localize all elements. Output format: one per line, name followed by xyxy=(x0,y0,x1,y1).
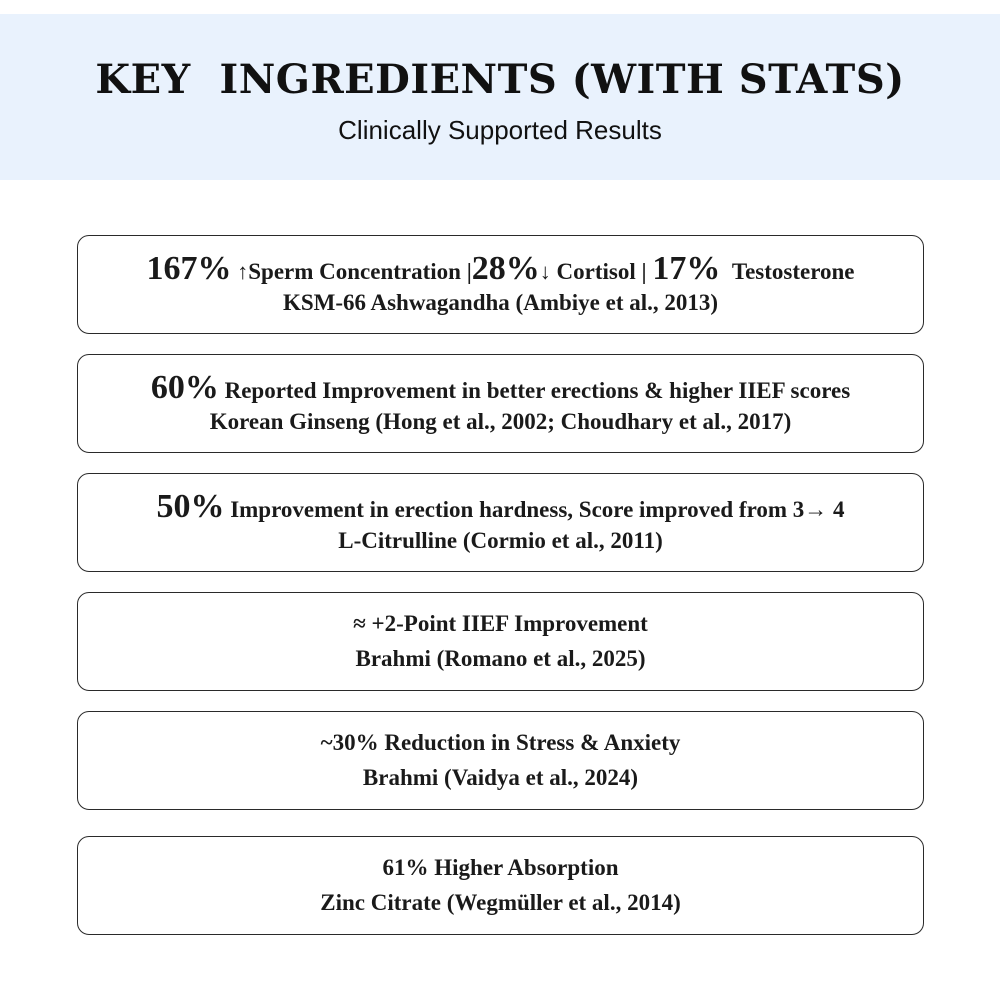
stat-label: Testosterone xyxy=(731,259,855,284)
page-subtitle: Clinically Supported Results xyxy=(338,115,662,145)
stat-value: 17% xyxy=(652,250,721,287)
ingredient-card-brahmi-iief xyxy=(77,592,924,691)
separator: | xyxy=(641,259,647,284)
stat-value: 60% xyxy=(150,369,219,406)
stat-label: Sperm Concentration xyxy=(248,259,461,284)
card-stat-line: 61% Higher Absorption xyxy=(382,855,619,880)
card-source: Korean Ginseng (Hong et al., 2002; Choudhary et al., 2017) xyxy=(209,409,792,434)
ingredient-card-ashwagandha xyxy=(77,235,924,334)
stat-label: Cortisol xyxy=(556,259,636,284)
stat-value: 50% xyxy=(156,488,225,525)
separator: | xyxy=(466,259,472,284)
card-source: Brahmi (Romano et al., 2025) xyxy=(355,646,646,671)
arrow-down-icon: ↓ xyxy=(539,259,551,284)
card-source: Zinc Citrate (Wegmüller et al., 2014) xyxy=(320,890,681,915)
card-stat-line: ~30% Reduction in Stress & Anxiety xyxy=(320,730,681,755)
ingredient-card-zinc-citrate xyxy=(77,836,924,935)
ingredient-card-l-citrulline xyxy=(77,473,924,572)
card-source: KSM-66 Ashwagandha (Ambiye et al., 2013) xyxy=(282,290,719,315)
ingredient-card-brahmi-stress xyxy=(77,711,924,810)
page-title: KEY INGREDIENTS (WITH STATS) xyxy=(95,56,905,103)
card-stat-line xyxy=(78,250,923,288)
card-source: L-Citrulline (Cormio et al., 2011) xyxy=(338,528,663,553)
card-stat-line xyxy=(78,488,923,526)
card-source: Brahmi (Vaidya et al., 2024) xyxy=(362,765,639,790)
stat-label: Improvement in erection hardness, Score improved from 3→ 4 xyxy=(230,497,845,522)
arrow-up-icon: ↑ xyxy=(237,259,249,284)
card-stat-line: ≈ +2-Point IIEF Improvement xyxy=(353,611,648,636)
stat-value: 167% xyxy=(146,250,232,287)
card-stat-line xyxy=(78,369,923,407)
stat-label: Reported Improvement in better erections & higher IIEF scores xyxy=(224,378,851,403)
stat-value: 28% xyxy=(471,250,540,287)
ingredient-card-korean-ginseng xyxy=(77,354,924,453)
